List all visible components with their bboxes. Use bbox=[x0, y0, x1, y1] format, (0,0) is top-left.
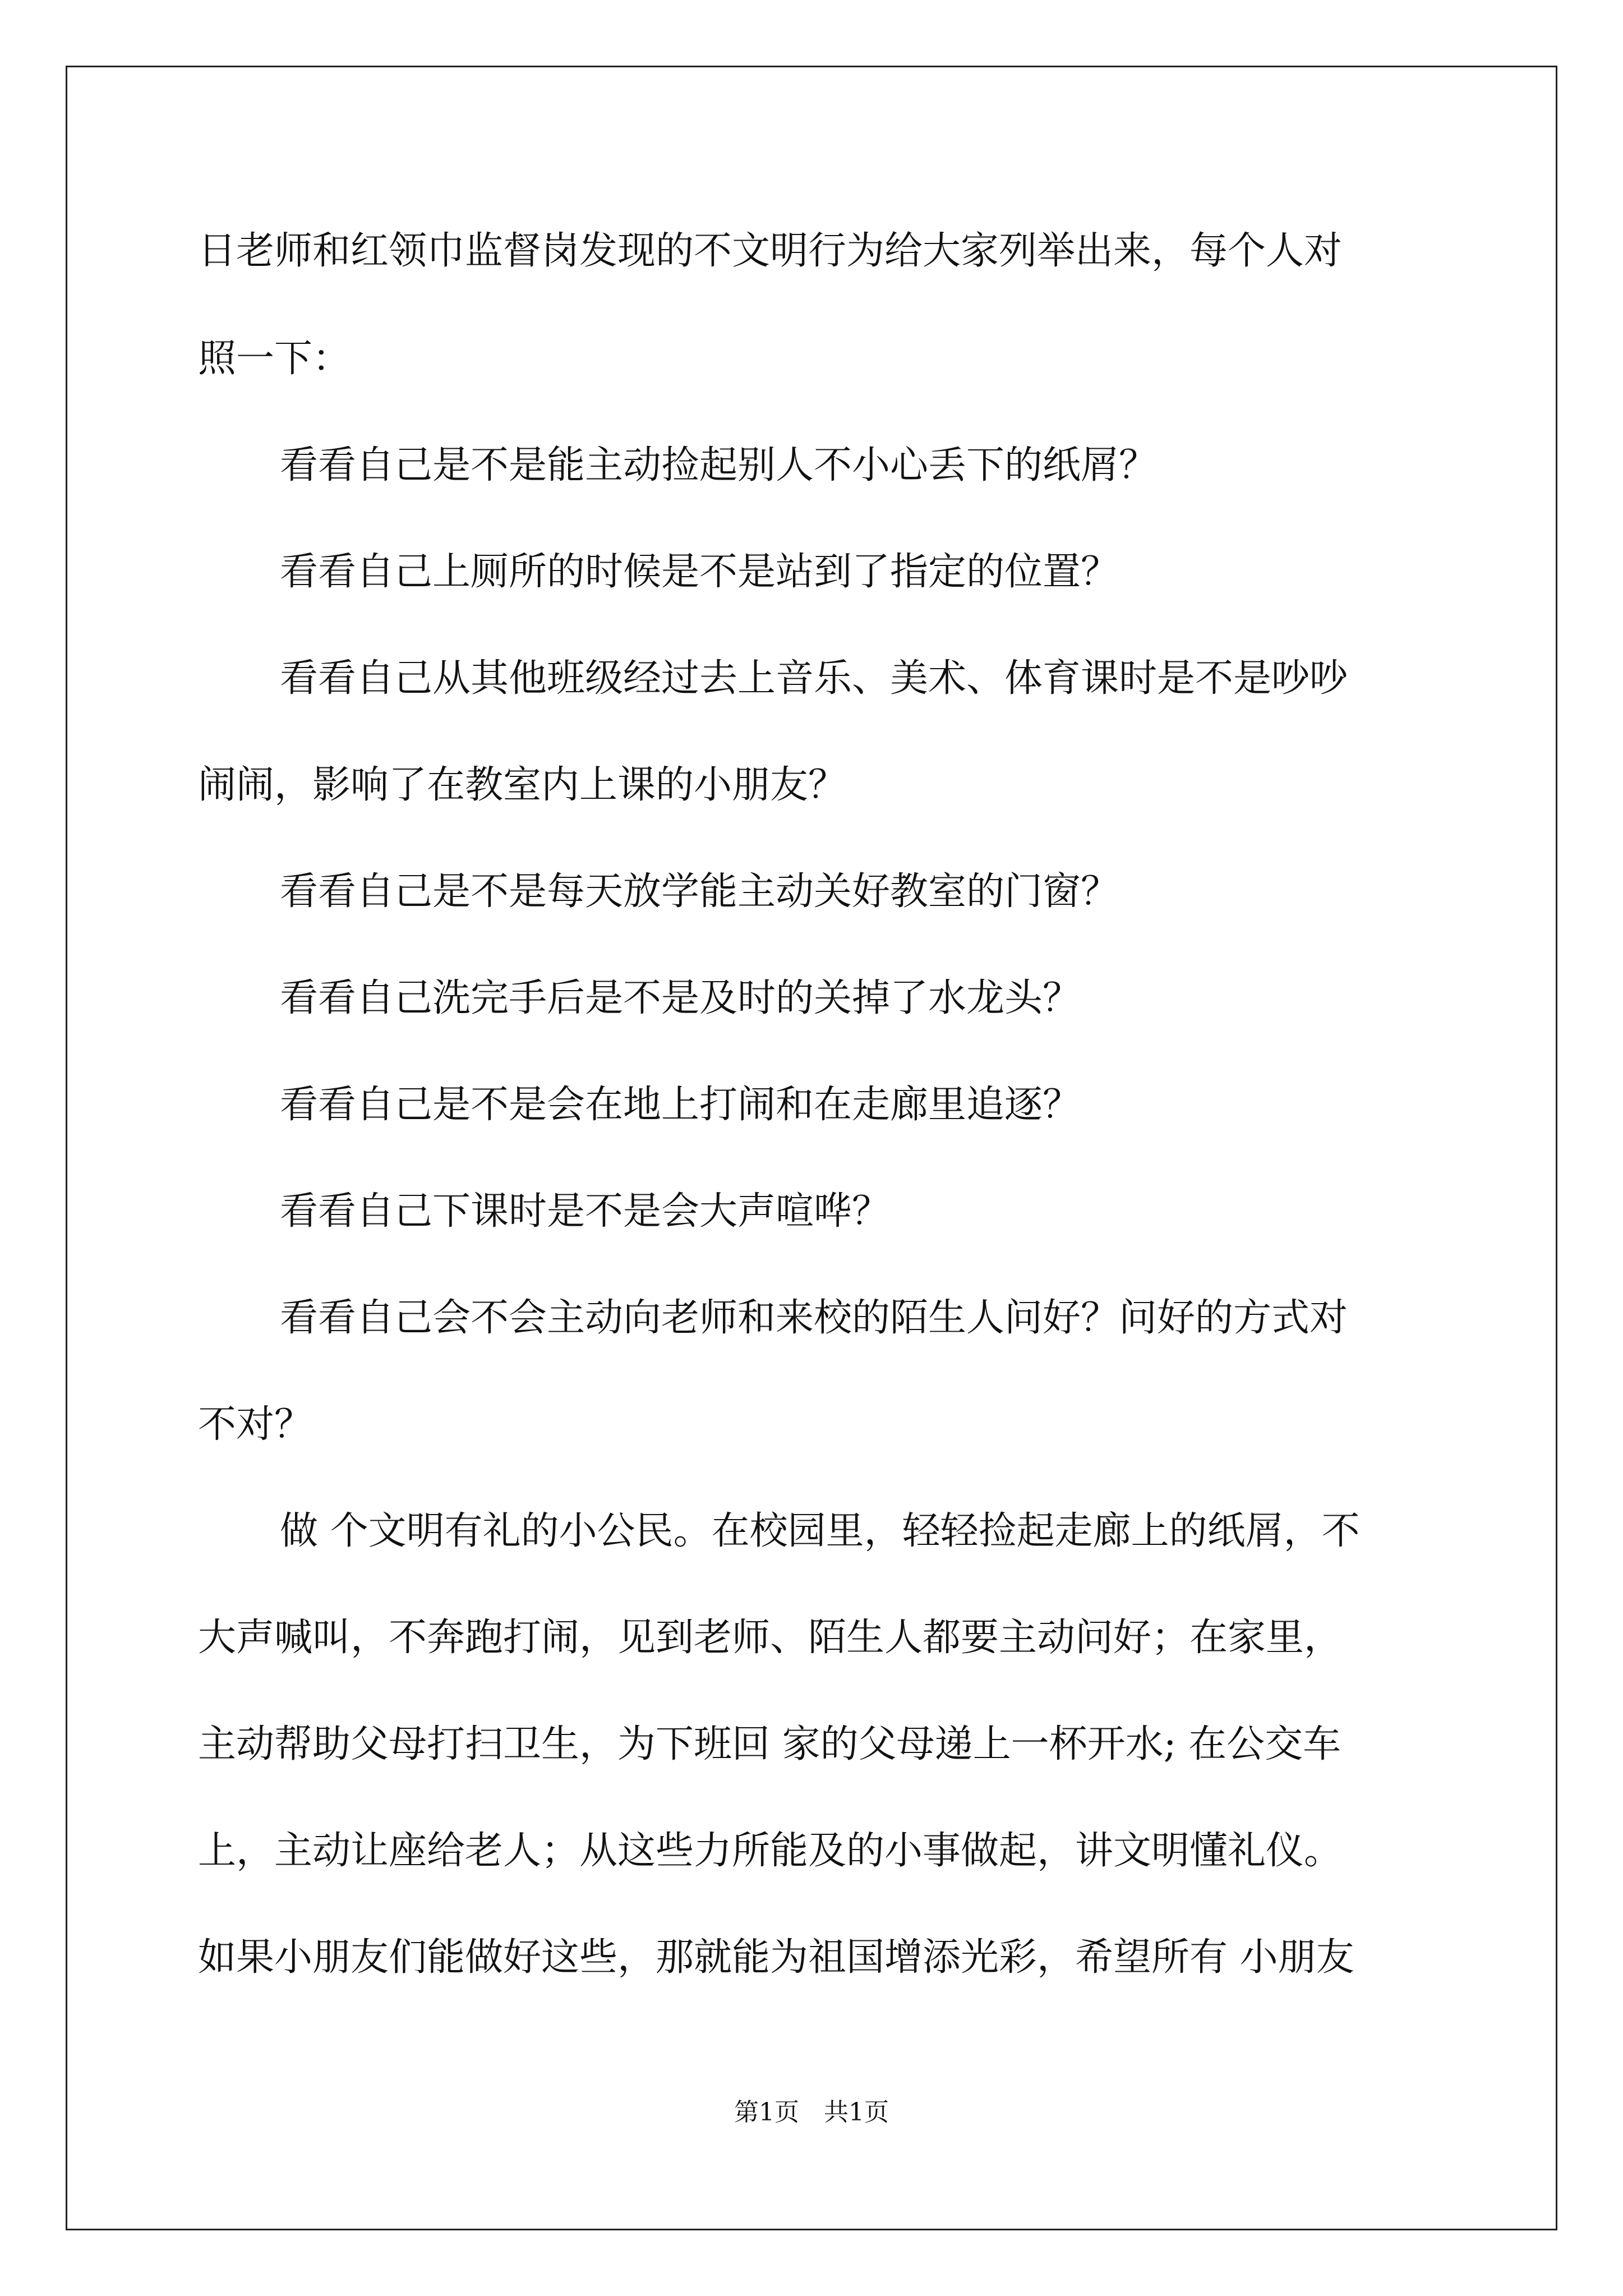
body-line: 看看自己洗完手后是不是及时的关掉了水龙头？ bbox=[280, 976, 1081, 1020]
body-line: 主动帮助父母打扫卫生，为下班回 家的父母递上一杯开水; 在公交车 bbox=[198, 1722, 1341, 1766]
body-line: 日老师和红领巾监督岗发现的不文明行为给大家列举出来，每个人对 bbox=[198, 229, 1343, 273]
body-line: 不对？ bbox=[198, 1402, 313, 1447]
page-number-footer: 第1页 共1页 bbox=[734, 2098, 889, 2127]
body-line: 做 个文明有礼的小公民。在校园里，轻轻捡起走廊上的纸屑，不 bbox=[280, 1509, 1360, 1553]
body-line: 看看自己会不会主动向老师和来校的陌生人问好？问好的方式对 bbox=[280, 1296, 1348, 1340]
body-line: 照一下： bbox=[198, 337, 351, 381]
body-line: 大声喊叫，不奔跑打闹，见到老师、陌生人都要主动问好；在家里， bbox=[198, 1616, 1343, 1660]
body-line: 如果小朋友们能做好这些，那就能为祖国增添光彩，希望所有 小朋友 bbox=[198, 1935, 1354, 1980]
body-line: 看看自己下课时是不是会大声喧哗？ bbox=[280, 1189, 891, 1234]
page-border bbox=[66, 66, 1557, 2230]
body-line: 看看自己是不是每天放学能主动关好教室的门窗？ bbox=[280, 869, 1119, 914]
body-line: 看看自己是不是会在地上打闹和在走廊里追逐？ bbox=[280, 1083, 1081, 1127]
body-line: 上，主动让座给老人；从这些力所能及的小事做起，讲文明懂礼仪。 bbox=[198, 1829, 1343, 1873]
body-line: 看看自己是不是能主动捡起别人不小心丢下的纸屑？ bbox=[280, 443, 1158, 487]
body-line: 看看自己从其他班级经过去上音乐、美术、体育课时是不是吵吵 bbox=[280, 656, 1348, 701]
body-line: 闹闹，影响了在教室内上课的小朋友？ bbox=[198, 763, 847, 807]
body-line: 看看自己上厕所的时候是不是站到了指定的位置？ bbox=[280, 550, 1119, 594]
